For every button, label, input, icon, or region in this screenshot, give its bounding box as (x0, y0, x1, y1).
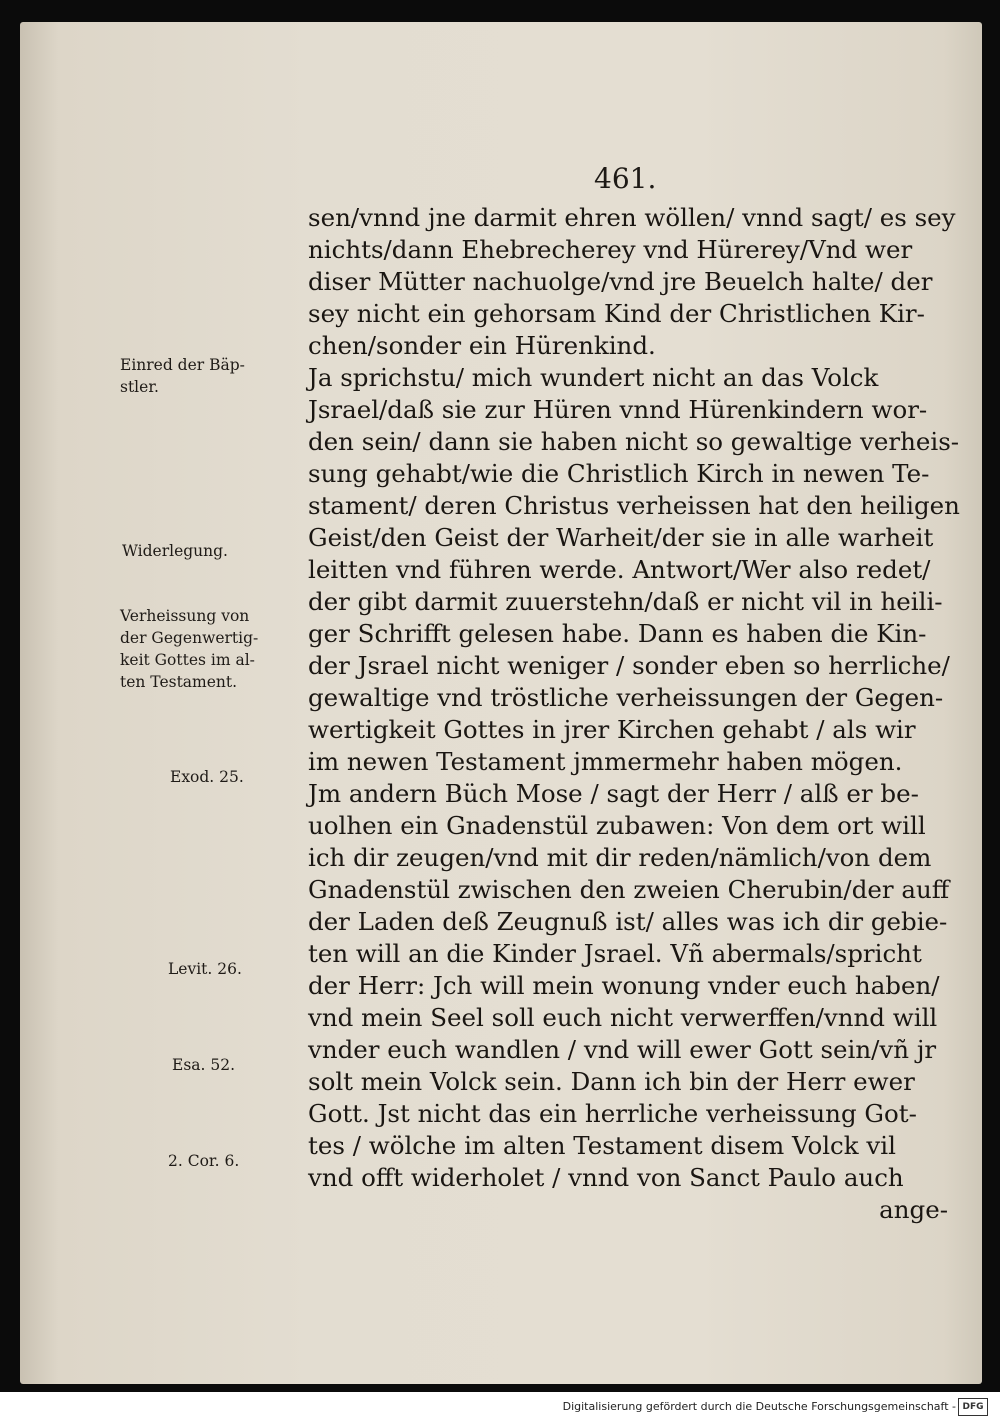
margin-note-esa: Esa. 52. (172, 1056, 236, 1074)
text-line: uolhen ein Gnadenstül zubawen: Von dem ort will (308, 811, 926, 840)
margin-note-cor: 2. Cor. 6. (168, 1152, 240, 1170)
text-line: diser Mütter nachuolge/vnd jre Beuelch halte/ der (308, 267, 933, 296)
text-line: Jsrael/daß sie zur Hüren vnnd Hürenkindern wor- (308, 395, 928, 424)
text-line: ger Schrifft gelesen habe. Dann es haben die Kin- (308, 619, 927, 648)
text-line: gewaltige vnd tröstliche verheissungen der Gegen- (308, 683, 944, 712)
margin-note-levit: Levit. 26. (168, 960, 242, 978)
margin-note-exod: Exod. 25. (170, 768, 244, 786)
page-number: 461. (594, 162, 657, 195)
text-line: den sein/ dann sie haben nicht so gewaltige verheis- (308, 427, 960, 456)
text-line: solt mein Volck sein. Dann ich bin der Herr ewer (308, 1067, 915, 1096)
text-line: ten will an die Kinder Jsrael. Vñ abermals/spricht (308, 939, 922, 968)
dfg-logo: DFG (958, 1398, 988, 1416)
text-line: Gnadenstül zwischen den zweien Cherubin/der auff (308, 875, 950, 904)
margin-note-einred (120, 354, 245, 398)
text-line: sung gehabt/wie die Christlich Kirch in newen Te- (308, 459, 930, 488)
text-line: nichts/dann Ehebrecherey vnd Hürerey/Vnd wer (308, 235, 913, 264)
margin-note-line: ten Testament. (120, 673, 238, 691)
text-line: der gibt darmit zuuerstehn/daß er nicht vil in heili- (308, 587, 943, 616)
margin-note-line: stler. (120, 378, 159, 396)
text-line: sey nicht ein gehorsam Kind der Christlichen Kir- (308, 299, 925, 328)
text-line: Gott. Jst nicht das ein herrliche verheissung Got- (308, 1099, 917, 1128)
text-line: der Jsrael nicht weniger / sonder eben so herrliche/ (308, 651, 950, 680)
margin-note-line: Verheissung von (120, 607, 250, 625)
footer-bar (0, 1392, 1000, 1423)
text-line: der Herr: Jch will mein wonung vnder euch haben/ (308, 971, 940, 1000)
margin-note-widerlegung: Widerlegung. (122, 542, 228, 560)
text-line: vnder euch wandlen / vnd will ewer Gott sein/vñ jr (308, 1035, 937, 1064)
catchword: ange- (879, 1195, 948, 1224)
text-line: ich dir zeugen/vnd mit dir reden/nämlich/von dem (308, 843, 932, 872)
funding-notice: Digitalisierung gefördert durch die Deutsche Forschungsgemeinschaft - (562, 1400, 956, 1413)
text-line: leitten vnd führen werde. Antwort/Wer also redet/ (308, 555, 931, 584)
text-line: vnd mein Seel soll euch nicht verwerffen/vnnd will (308, 1003, 938, 1032)
margin-note-line: keit Gottes im al- (120, 651, 255, 669)
text-line: Ja sprichstu/ mich wundert nicht an das Volck (308, 363, 879, 392)
text-line: sen/vnnd jne darmit ehren wöllen/ vnnd sagt/ es sey (308, 203, 956, 232)
text-line: im newen Testament jmmermehr haben mögen. (308, 747, 903, 776)
margin-note-line: der Gegenwertig- (120, 629, 259, 647)
text-line: wertigkeit Gottes in jrer Kirchen gehabt / als wir (308, 715, 916, 744)
text-line: Jm andern Büch Mose / sagt der Herr / alß er be- (308, 779, 919, 808)
text-line: vnd offt widerholet / vnnd von Sanct Paulo auch (308, 1163, 904, 1192)
text-line: Geist/den Geist der Warheit/der sie in alle warheit (308, 523, 934, 552)
text-line: stament/ deren Christus verheissen hat den heiligen (308, 491, 960, 520)
text-line: tes / wölche im alten Testament disem Volck vil (308, 1131, 896, 1160)
book-page (20, 22, 982, 1384)
margin-note-verheissung (120, 605, 258, 693)
margin-note-line: Einred der Bäp- (120, 356, 245, 374)
text-line: chen/sonder ein Hürenkind. (308, 331, 656, 360)
text-line: der Laden deß Zeugnuß ist/ alles was ich dir gebie- (308, 907, 948, 936)
